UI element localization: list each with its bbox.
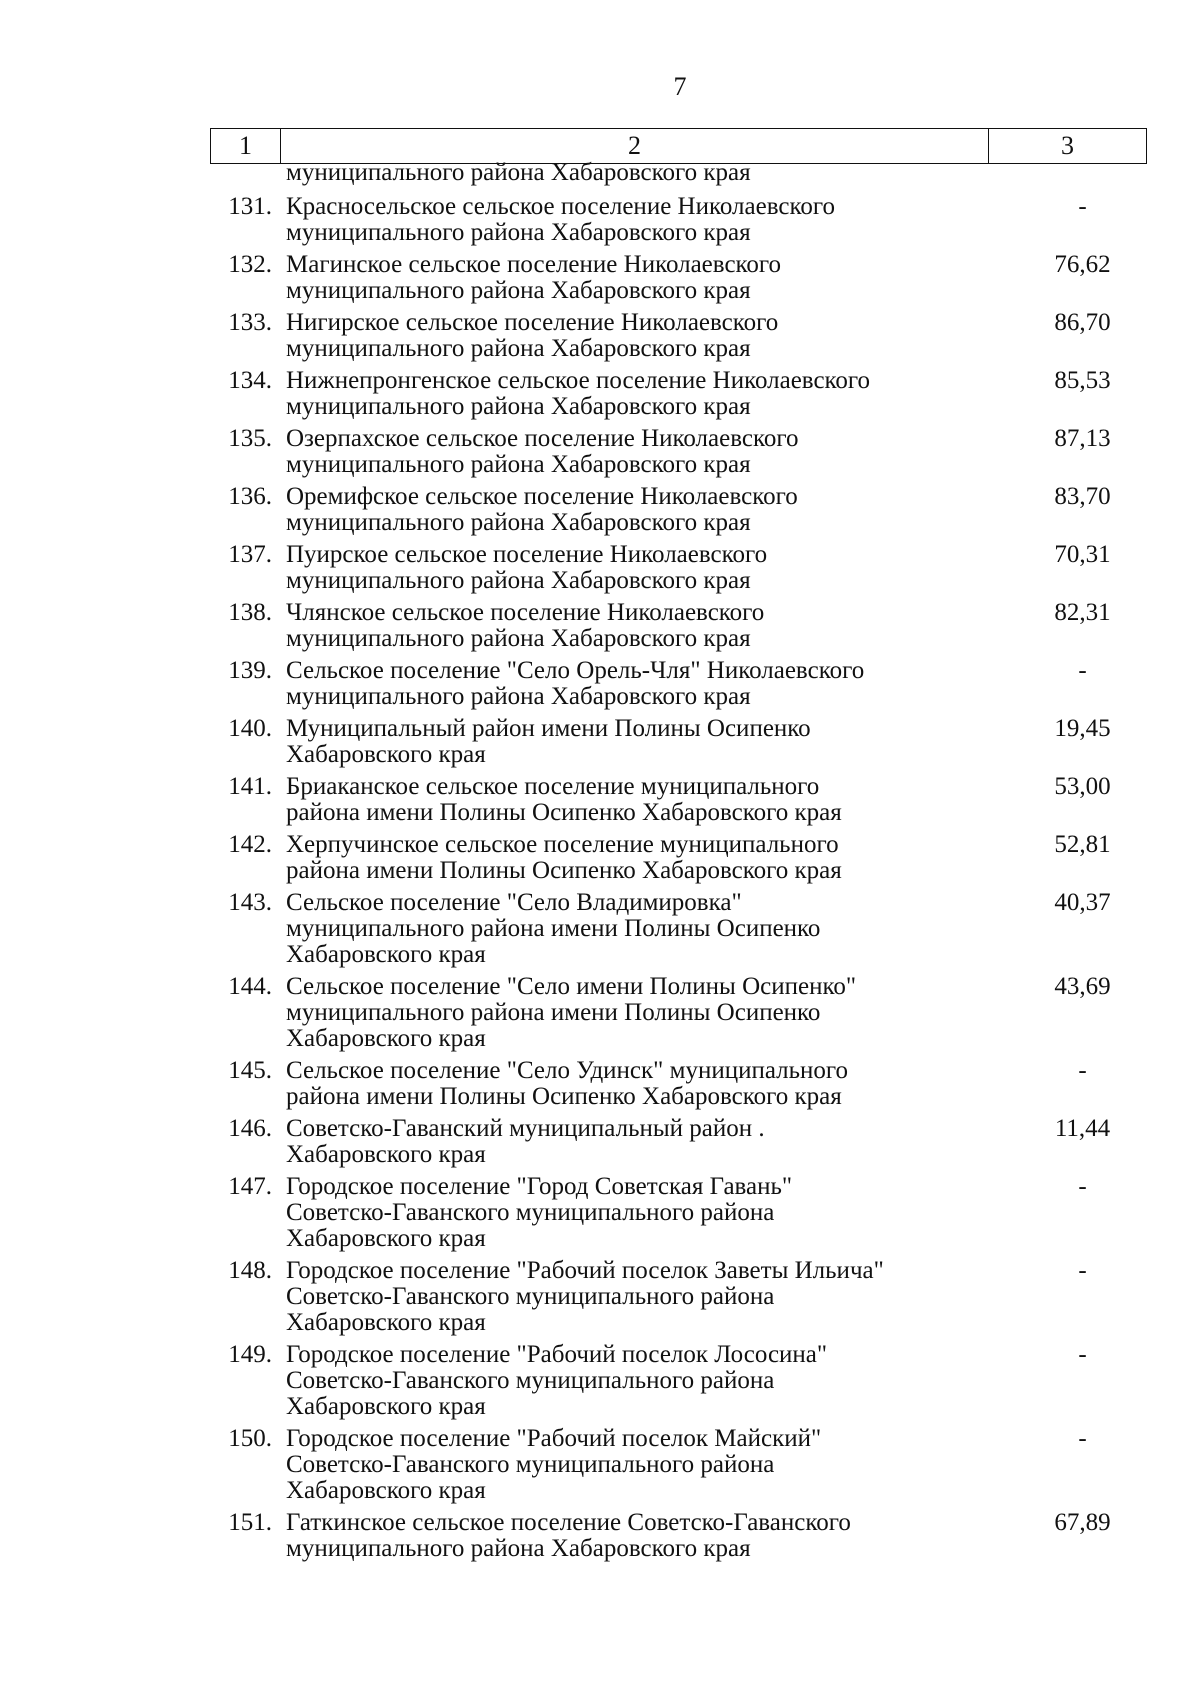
row-name: Оремифское сельское поселение Николаевского муниципального района Хабаровского края <box>286 483 798 536</box>
row-value: 87,13 <box>1054 425 1111 452</box>
table-row <box>210 1116 1147 1168</box>
row-number: 142. <box>228 831 272 858</box>
table-row <box>210 716 1147 768</box>
row-value: 52,81 <box>1054 831 1111 858</box>
row-name: Сельское поселение "Село Удинск" муниципального района имени Полины Осипенко Хабаровского края <box>286 1057 849 1110</box>
row-value: 83,70 <box>1054 483 1111 510</box>
table-row <box>210 310 1147 362</box>
table-row <box>210 368 1147 420</box>
row-name: Члянское сельское поселение Николаевского муниципального района Хабаровского края <box>286 599 765 652</box>
table-row <box>210 1058 1147 1110</box>
row-number: 144. <box>228 973 272 1000</box>
table-row <box>210 600 1147 652</box>
row-name: Нижнепронгенское сельское поселение Николаевского муниципального района Хабаровского края <box>286 367 871 420</box>
row-value: 40,37 <box>1054 889 1111 916</box>
table-row <box>210 194 1147 246</box>
row-name: Сельское поселение "Село Орель-Чля" Николаевского муниципального района Хабаровского края <box>286 657 865 710</box>
row-value: - <box>1078 1173 1087 1200</box>
row-name: Муниципальный район имени Полины Осипенко Хабаровского края <box>286 715 811 768</box>
table-row <box>210 658 1147 710</box>
row-number: 131. <box>228 193 272 220</box>
header-col-1: 1 <box>211 129 281 163</box>
row-number: 143. <box>228 889 272 916</box>
row-value: 53,00 <box>1054 773 1111 800</box>
row-name: Гаткинское сельское поселение Советско-Гаванского муниципального района Хабаровского края <box>286 1509 851 1562</box>
row-value: 82,31 <box>1054 599 1111 626</box>
table-row <box>210 484 1147 536</box>
table-row <box>210 774 1147 826</box>
row-name: Городское поселение "Рабочий поселок Заветы Ильича" Советско-Гаванского муниципального района Хабаровского края <box>286 1257 884 1336</box>
row-name: Бриаканское сельское поселение муниципального района имени Полины Осипенко Хабаровского края <box>286 773 842 826</box>
row-value: 85,53 <box>1054 367 1111 394</box>
table-row <box>210 974 1147 1052</box>
row-name: Городское поселение "Рабочий поселок Лососина" Советско-Гаванского муниципального района Хабаровского края <box>286 1341 828 1420</box>
row-value: - <box>1078 193 1087 220</box>
row-number: 140. <box>228 715 272 742</box>
row-name: Пуирское сельское поселение Николаевского муниципального района Хабаровского края <box>286 541 768 594</box>
row-name: Херпучинское сельское поселение муниципального района имени Полины Осипенко Хабаровского края <box>286 831 842 884</box>
row-value: 67,89 <box>1054 1509 1111 1536</box>
row-number: 141. <box>228 773 272 800</box>
row-name: Красносельское сельское поселение Николаевского муниципального района Хабаровского края <box>286 193 835 246</box>
row-value: - <box>1078 1425 1087 1452</box>
row-number: 134. <box>228 367 272 394</box>
row-number: 145. <box>228 1057 272 1084</box>
row-name: Нигирское сельское поселение Николаевского муниципального района Хабаровского края <box>286 309 779 362</box>
row-number: 136. <box>228 483 272 510</box>
row-number: 149. <box>228 1341 272 1368</box>
table-row <box>210 252 1147 304</box>
row-number: 147. <box>228 1173 272 1200</box>
row-value: 19,45 <box>1054 715 1111 742</box>
row-value: 43,69 <box>1054 973 1111 1000</box>
row-value: 86,70 <box>1054 309 1111 336</box>
row-number: 133. <box>228 309 272 336</box>
row-number: 151. <box>228 1509 272 1536</box>
table-row <box>210 1258 1147 1336</box>
table-row <box>210 1342 1147 1420</box>
row-number: 148. <box>228 1257 272 1284</box>
header-col-3: 3 <box>1061 131 1074 160</box>
table-row <box>210 1174 1147 1252</box>
row-name: Городское поселение "Город Советская Гавань" Советско-Гаванского муниципального района Хабаровского края <box>286 1173 793 1252</box>
row-number: 132. <box>228 251 272 278</box>
row-value: 70,31 <box>1054 541 1111 568</box>
header-col-2: 2 <box>281 129 989 163</box>
row-name: Магинское сельское поселение Николаевского муниципального района Хабаровского края <box>286 251 782 304</box>
row-value: - <box>1078 1057 1087 1084</box>
table-row <box>210 890 1147 968</box>
row-name: Озерпахское сельское поселение Николаевского муниципального района Хабаровского края <box>286 425 799 478</box>
continuation-text: муниципального района Хабаровского края <box>286 159 751 186</box>
row-number: 135. <box>228 425 272 452</box>
table-row <box>210 426 1147 478</box>
table-row <box>210 1510 1147 1562</box>
row-value: - <box>1078 1257 1087 1284</box>
table-row <box>210 832 1147 884</box>
row-value: 11,44 <box>1054 1115 1111 1142</box>
row-number: 150. <box>228 1425 272 1452</box>
row-name: Сельское поселение "Село имени Полины Осипенко" муниципального района имени Полины Осипенко Хабаровского края <box>286 973 857 1052</box>
page-number: 7 <box>673 72 687 101</box>
row-value: - <box>1078 1341 1087 1368</box>
row-number: 137. <box>228 541 272 568</box>
row-value: 76,62 <box>1054 251 1111 278</box>
row-number: 139. <box>228 657 272 684</box>
row-value: - <box>1078 657 1087 684</box>
table-row <box>210 542 1147 594</box>
row-name: Городское поселение "Рабочий поселок Майский" Советско-Гаванского муниципального района Хабаровского края <box>286 1425 822 1504</box>
row-number: 138. <box>228 599 272 626</box>
table-row <box>210 1426 1147 1504</box>
continuation-row <box>210 160 1147 186</box>
table-body <box>210 160 1147 1568</box>
row-name: Советско-Гаванский муниципальный район . Хабаровского края <box>286 1115 765 1168</box>
row-number: 146. <box>228 1115 272 1142</box>
row-name: Сельское поселение "Село Владимировка" муниципального района имени Полины Осипенко Хабаровского края <box>286 889 821 968</box>
